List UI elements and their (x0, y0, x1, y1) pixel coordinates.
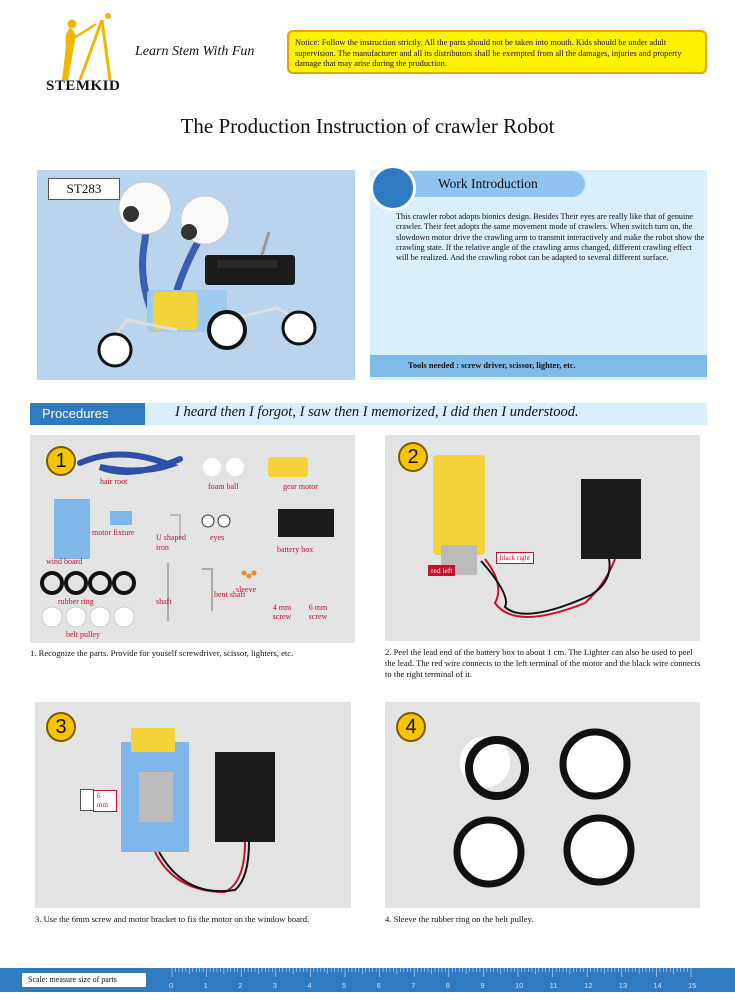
safety-notice: Notice: Follow the instruction strictly. All the parts should not be taken into mouth. Kids should be under adult supervision. The manufacturer and all its distributors shall be exempted from all the damages, injuries and property damage that may arise during the production. (287, 30, 707, 74)
crawler-robot-illustration (37, 170, 355, 380)
part-label: motor fixture (92, 528, 135, 537)
ruler-tick-label: 0 (169, 981, 174, 990)
black-wire-label: black right (496, 552, 534, 564)
ruler-tick-label: 3 (272, 981, 277, 990)
ruler-tick-label: 9 (480, 981, 485, 990)
part-label: wind board (46, 557, 83, 566)
motor-wiring-illustration (385, 435, 700, 641)
part-label: rubber ring (58, 597, 94, 606)
part-label: shaft (156, 597, 172, 606)
part-label: sleeve (236, 585, 256, 594)
ruler-tick-label: 2 (238, 981, 243, 990)
ruler-tick-label: 4 (307, 981, 312, 990)
step-2-number: 2 (398, 442, 428, 472)
brand-name: STEMKID (46, 78, 121, 94)
ruler-tick-label: 13 (618, 981, 628, 990)
pulley-ring-illustration (385, 702, 700, 908)
product-photo (37, 170, 355, 380)
ruler-tick-label: 10 (515, 981, 524, 990)
ruler-tick-label: 5 (342, 981, 347, 990)
work-introduction-text: This crawler robot adopts bionics design. Besides Their eyes are really like that of genuine crawler. Their feet adopts the same movement mode of crawlers. When switch turn on, the slowdown motor drive the crawling arm to transmit interactively and make the robot show the crawling state. If the relative angle of the crawling arms changed, different crawling effect will be realized. And the crawling robot can be adapted to several different surface. (396, 212, 705, 263)
step-3-number: 3 (46, 712, 76, 742)
part-label: belt pulley (66, 630, 100, 639)
part-label: eyes (210, 533, 225, 542)
scale-label: Scale: measure size of parts (22, 973, 146, 987)
ruler-tick-label: 15 (688, 981, 697, 990)
ruler-tick-label: 1 (203, 981, 208, 990)
part-label: 6 mm screw (308, 603, 328, 621)
part-label: gear motor (283, 482, 318, 491)
model-number-badge: ST283 (48, 178, 120, 200)
ruler-tick-label: 7 (411, 981, 416, 990)
step-3-caption: 3. Use the 6mm screw and motor bracket to fix the motor on the window board. (35, 914, 310, 924)
part-label: foam ball (208, 482, 239, 491)
page-title: The Production Instruction of crawler Robot (180, 114, 555, 138)
ruler-tick-label: 11 (549, 981, 558, 990)
part-label: battery box (277, 545, 314, 554)
step-2-caption: 2. Peel the lead end of the battery box to about 1 cm. The Lighter can also be used to peel the lead. The red wire connects to the left terminal of the motor and the black wire connects to the right terminal of it. (385, 647, 701, 679)
work-introduction-heading: Work Introduction (400, 171, 585, 197)
step-4-number: 4 (396, 712, 426, 742)
step-4-photo (385, 702, 700, 908)
step-1-number: 1 (46, 446, 76, 476)
red-wire-label: red left (428, 565, 455, 576)
part-label: 4 mm screw (272, 603, 292, 621)
screw-icon (80, 789, 94, 811)
step-1-caption: 1. Recognize the parts. Provide for youself screwdriver, scissor, lighters, etc. (30, 648, 294, 658)
ruler-tick-label: 12 (584, 981, 593, 990)
step-2-photo (385, 435, 700, 641)
ruler-tick-label: 6 (376, 981, 381, 990)
step-4-caption: 4. Sleeve the rubber ring on the belt pulley. (385, 914, 534, 924)
work-introduction-panel (370, 170, 707, 380)
tagline: Learn Stem With Fun (135, 44, 255, 59)
procedures-heading: Procedures (30, 403, 145, 425)
part-label: U shaped iron (156, 533, 186, 552)
screw-size-label: 6 mm (93, 790, 117, 812)
heading-bullet-icon (370, 165, 416, 211)
part-label: hair root (100, 477, 128, 486)
part-label: bent shaft (214, 590, 246, 599)
ruler-tick-label: 14 (653, 981, 662, 990)
tools-needed: Tools needed : screw driver, scissor, lighter, etc. (370, 355, 707, 377)
procedures-motto: I heard then I forgot, I saw then I memorized, I did then I understood. (175, 404, 579, 420)
ruler-tick-label: 8 (445, 981, 450, 990)
